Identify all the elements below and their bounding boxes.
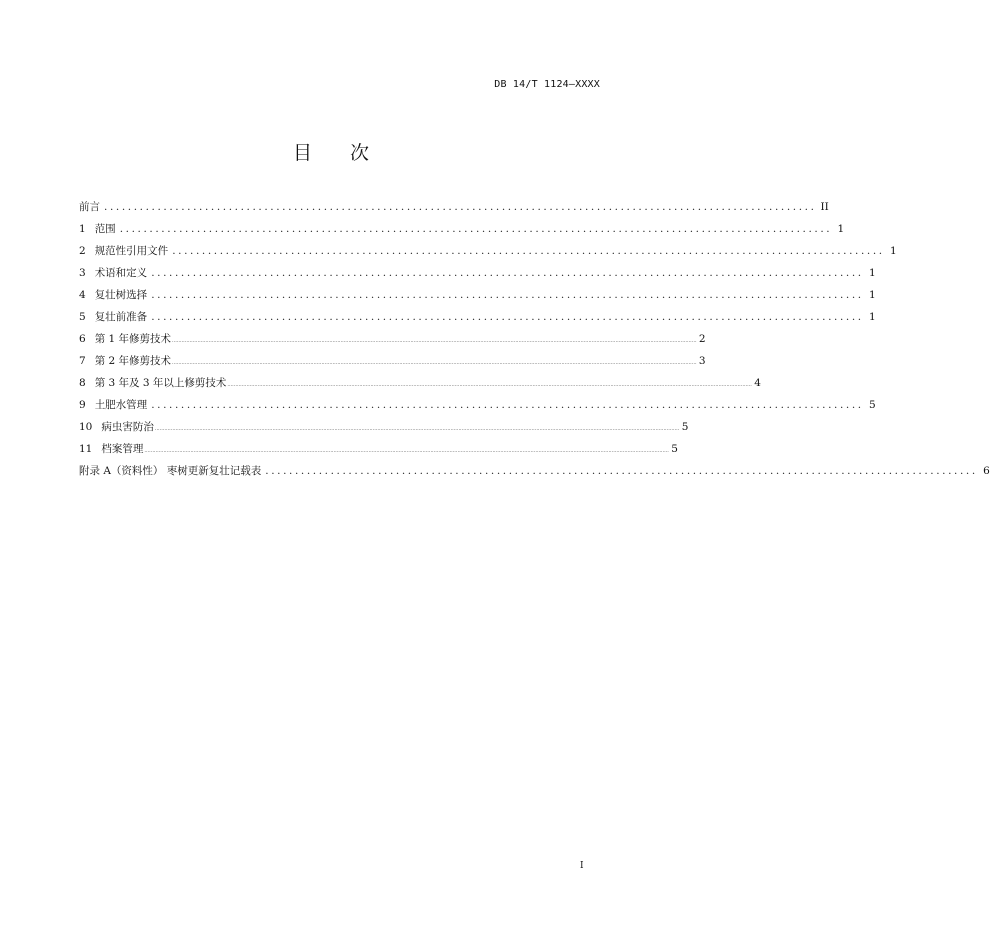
toc-dot-leader: .......................................................................................................................................................................................................................................................................................................................................... bbox=[172, 360, 697, 366]
toc-entry-label: 复壮树选择 bbox=[94, 289, 148, 301]
toc-dot-leader: .......................................................................................................................................................................................................................................................................................................................................... bbox=[172, 338, 697, 344]
toc-entry-11[interactable] bbox=[79, 441, 678, 463]
toc-entry-10[interactable] bbox=[79, 419, 689, 441]
toc-entry-3[interactable] bbox=[79, 265, 876, 287]
page-number: I bbox=[580, 861, 584, 871]
toc-dot-leader: ........................................................................................................................ bbox=[265, 465, 978, 477]
toc-entry-6[interactable] bbox=[79, 331, 706, 353]
toc-dot-leader: ........................................................................................................................ bbox=[119, 223, 833, 235]
toc-entry-9[interactable] bbox=[79, 397, 876, 419]
toc-dot-leader: ........................................................................................................................ bbox=[151, 267, 864, 279]
toc-entry-label: 病虫害防治 bbox=[101, 421, 154, 433]
toc-entry-number: 9 bbox=[79, 399, 86, 411]
toc-entry-page: 4 bbox=[754, 377, 761, 389]
toc-dot-leader: .......................................................................................................................................................................................................................................................................................................................................... bbox=[154, 426, 680, 432]
toc-title-char-1: 目 bbox=[292, 142, 312, 164]
toc-dot-leader: .......................................................................................................................................................................................................................................................................................................................................... bbox=[227, 382, 752, 388]
toc-entry-page: II bbox=[820, 201, 829, 213]
toc-entry-page: 5 bbox=[681, 421, 689, 433]
toc-title bbox=[0, 138, 662, 165]
toc-dot-leader: ........................................................................................................................ bbox=[151, 289, 864, 301]
toc-entry-label: 复壮前准备 bbox=[94, 311, 148, 323]
toc-entry-8[interactable] bbox=[79, 375, 761, 397]
document-code: DB 14/T 1124—XXXX bbox=[494, 79, 600, 90]
toc-entry-label: 第 2 年修剪技术 bbox=[94, 355, 172, 367]
toc-entry-appendix-a[interactable] bbox=[79, 463, 990, 485]
toc-entry-number: 1 bbox=[79, 223, 86, 235]
toc-entry-label: 土肥水管理 bbox=[94, 399, 148, 411]
toc-entry-number: 6 bbox=[79, 333, 86, 345]
toc-entry-label: 范围 bbox=[94, 223, 116, 235]
toc-entry-page: 1 bbox=[890, 245, 897, 257]
toc-entry-page: 1 bbox=[869, 311, 876, 323]
toc-dot-leader: ........................................................................................................................ bbox=[172, 245, 885, 257]
toc-entry-1[interactable] bbox=[79, 221, 845, 243]
toc-entry-label: 第 3 年及 3 年以上修剪技术 bbox=[94, 377, 227, 389]
toc-entry-number: 8 bbox=[79, 377, 86, 389]
toc-entry-page: 1 bbox=[869, 289, 876, 301]
toc-entry-page: 1 bbox=[869, 267, 876, 279]
toc-dot-leader: ........................................................................................................................ bbox=[151, 311, 864, 323]
toc-title-char-2: 次 bbox=[350, 142, 370, 164]
toc-entry-page: 6 bbox=[983, 465, 990, 477]
toc-entry-2[interactable] bbox=[79, 243, 897, 265]
toc-entry-page: 1 bbox=[837, 223, 845, 235]
toc-entry-number: 11 bbox=[79, 443, 93, 455]
table-of-contents bbox=[79, 199, 990, 485]
toc-entry-7[interactable] bbox=[79, 353, 706, 375]
toc-dot-leader: ........................................................................................................................ bbox=[151, 399, 864, 411]
toc-entry-number: 2 bbox=[79, 245, 86, 257]
toc-entry-label: 第 1 年修剪技术 bbox=[94, 333, 172, 345]
toc-entry-label: 术语和定义 bbox=[94, 267, 148, 279]
toc-entry-label: 前言 bbox=[79, 201, 100, 213]
toc-entry-label: 附录 A（资料性） 枣树更新复壮记载表 bbox=[79, 465, 262, 477]
toc-entry-number: 4 bbox=[79, 289, 86, 301]
toc-dot-leader: ........................................................................................................................ bbox=[104, 201, 817, 213]
toc-entry-number: 10 bbox=[79, 421, 93, 433]
toc-entry-number: 5 bbox=[79, 311, 86, 323]
toc-dot-leader: .......................................................................................................................................................................................................................................................................................................................................... bbox=[144, 448, 669, 454]
toc-entry-4[interactable] bbox=[79, 287, 876, 309]
toc-entry-page: 5 bbox=[869, 399, 876, 411]
toc-entry-5[interactable] bbox=[79, 309, 876, 331]
toc-entry-page: 5 bbox=[671, 443, 678, 455]
toc-entry-label: 规范性引用文件 bbox=[94, 245, 169, 257]
toc-entry-number: 3 bbox=[79, 267, 86, 279]
toc-entry-preface[interactable] bbox=[79, 199, 829, 221]
toc-entry-label: 档案管理 bbox=[101, 443, 144, 455]
toc-entry-number: 7 bbox=[79, 355, 86, 367]
toc-entry-page: 2 bbox=[698, 333, 706, 345]
toc-entry-page: 3 bbox=[698, 355, 706, 367]
